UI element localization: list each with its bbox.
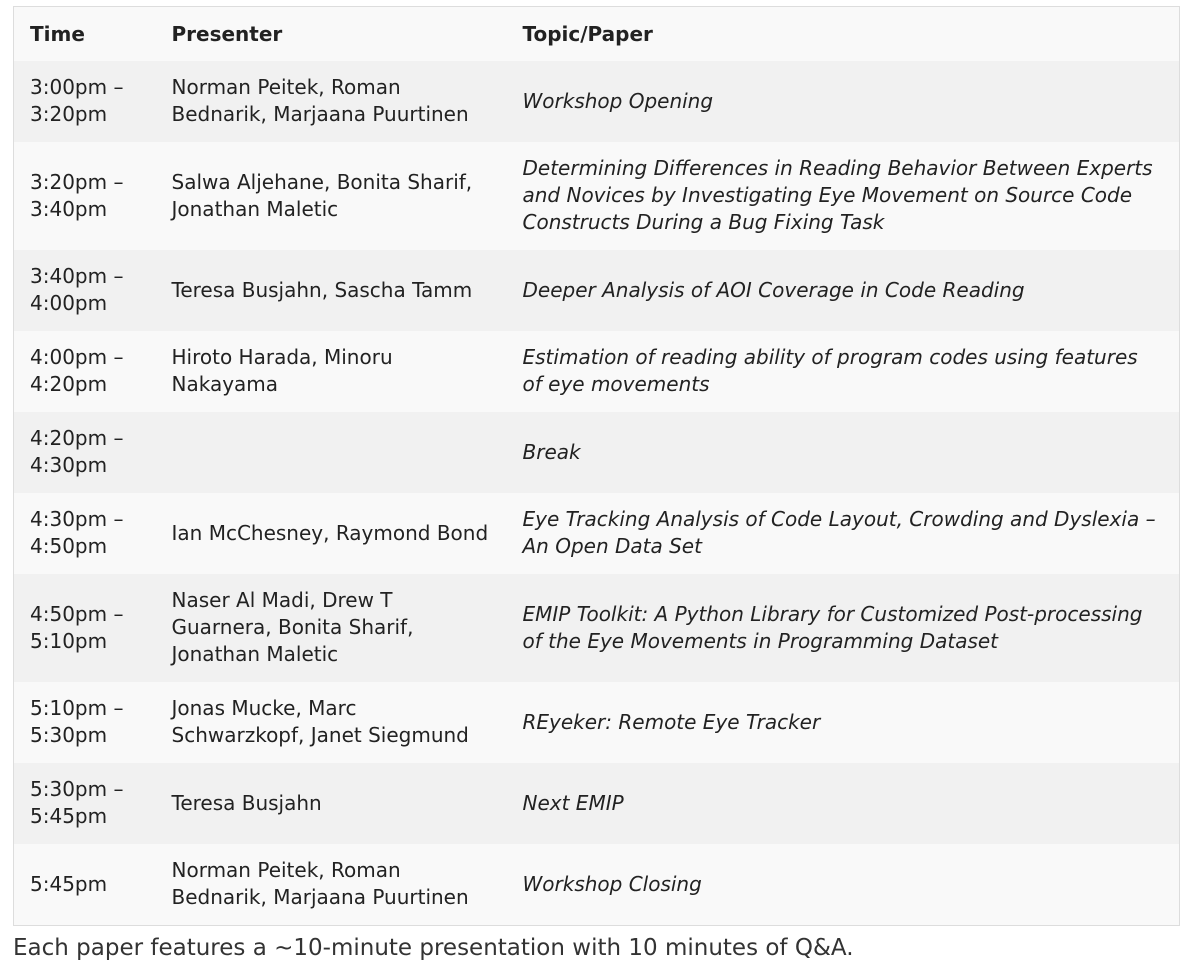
topic-cell: Deeper Analysis of AOI Coverage in Code Reading (507, 250, 1180, 331)
table-row (14, 250, 1180, 331)
time-start: 3:40pm – (30, 264, 124, 288)
topic-cell: REyeker: Remote Eye Tracker (507, 682, 1180, 763)
time-start: 5:45pm (30, 871, 108, 896)
topic-cell: Workshop Opening (507, 61, 1180, 142)
presenter-cell: Hiroto Harada, Minoru Nakayama (156, 331, 507, 412)
presenter-cell: Teresa Busjahn (156, 763, 507, 844)
time-cell (14, 844, 156, 926)
presenter-cell: Norman Peitek, Roman Bednarik, Marjaana Puurtinen (156, 61, 507, 142)
presenter-cell: Jonas Mucke, Marc Schwarzkopf, Janet Siegmund (156, 682, 507, 763)
time-end: 4:30pm (30, 453, 108, 477)
time-start: 4:00pm – (30, 345, 124, 369)
header-topic: Topic/Paper (507, 7, 1180, 62)
table-row (14, 331, 1180, 412)
table-row (14, 493, 1180, 574)
time-end: 5:30pm (30, 723, 108, 747)
topic-cell: EMIP Toolkit: A Python Library for Customized Post-processing of the Eye Movements in Programming Dataset (507, 574, 1180, 682)
time-start: 3:20pm – (30, 169, 124, 194)
topic-cell: Break (507, 412, 1180, 493)
presenter-cell (156, 412, 507, 493)
table-row (14, 682, 1180, 763)
time-cell (14, 682, 156, 763)
table-row (14, 142, 1180, 250)
time-cell (14, 412, 156, 493)
topic-cell: Workshop Closing (507, 844, 1180, 926)
topic-cell: Next EMIP (507, 763, 1180, 844)
topic-cell: Estimation of reading ability of program codes using features of eye movements (507, 331, 1180, 412)
time-end: 4:50pm (30, 534, 108, 558)
schedule-table (13, 6, 1180, 926)
time-cell (14, 763, 156, 844)
table-row (14, 844, 1180, 926)
header-row (14, 7, 1180, 62)
presenter-cell: Naser Al Madi, Drew T Guarnera, Bonita Sharif, Jonathan Maletic (156, 574, 507, 682)
time-start: 4:50pm – (30, 601, 124, 626)
time-cell (14, 61, 156, 142)
time-cell (14, 574, 156, 682)
time-start: 3:00pm – (30, 75, 124, 99)
presenter-cell: Teresa Busjahn, Sascha Tamm (156, 250, 507, 331)
schedule-table-header (14, 7, 1180, 62)
time-cell (14, 250, 156, 331)
time-cell (14, 142, 156, 250)
topic-cell: Determining Differences in Reading Behavior Between Experts and Novices by Investigating Eye Movement on Source Code Constructs During a Bug Fixing Task (507, 142, 1180, 250)
table-row (14, 763, 1180, 844)
time-end: 5:45pm (30, 804, 108, 828)
time-start: 4:30pm – (30, 507, 124, 531)
table-row (14, 574, 1180, 682)
time-start: 4:20pm – (30, 426, 124, 450)
schedule-table-body (14, 61, 1180, 926)
footer-note: Each paper features a ~10-minute presentation with 10 minutes of Q&A. (13, 935, 854, 961)
table-row (14, 61, 1180, 142)
time-end: 5:10pm (30, 628, 108, 653)
time-start: 5:10pm – (30, 696, 124, 720)
time-cell (14, 331, 156, 412)
table-row (14, 412, 1180, 493)
header-presenter: Presenter (156, 7, 507, 62)
time-end: 3:20pm (30, 102, 108, 126)
presenter-cell: Norman Peitek, Roman Bednarik, Marjaana Puurtinen (156, 844, 507, 926)
presenter-cell: Salwa Aljehane, Bonita Sharif, Jonathan Maletic (156, 142, 507, 250)
time-end: 4:00pm (30, 291, 108, 315)
time-start: 5:30pm – (30, 777, 124, 801)
time-cell (14, 493, 156, 574)
time-end: 3:40pm (30, 196, 108, 221)
presenter-cell: Ian McChesney, Raymond Bond (156, 493, 507, 574)
topic-cell: Eye Tracking Analysis of Code Layout, Crowding and Dyslexia – An Open Data Set (507, 493, 1180, 574)
time-end: 4:20pm (30, 372, 108, 396)
header-time: Time (14, 7, 156, 62)
